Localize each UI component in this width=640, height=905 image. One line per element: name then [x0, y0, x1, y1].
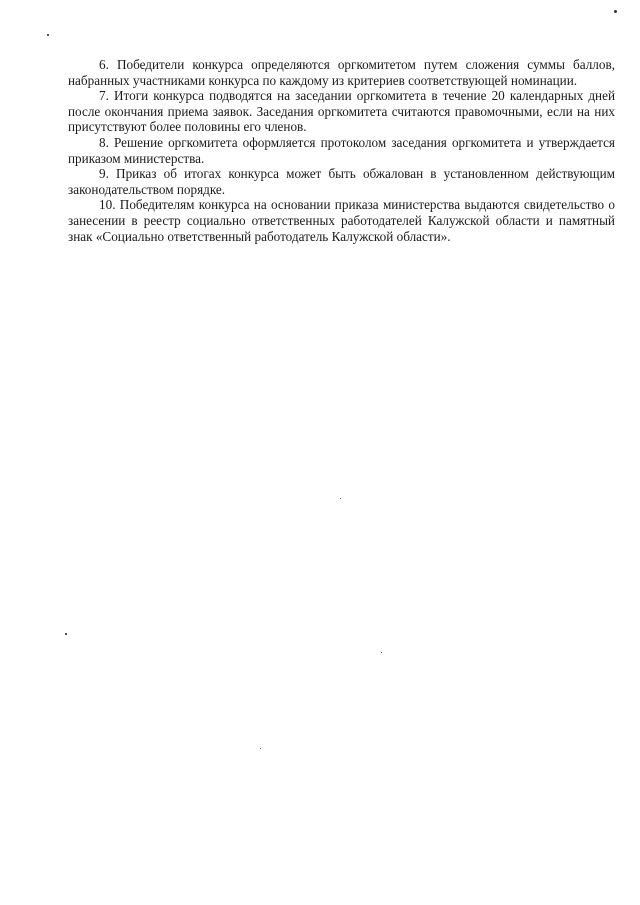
paragraph-6: 6. Победители конкурса определяются оргкомитетом путем сложения суммы баллов, набранных участниками конкурса по каждому из критериев соответствующей номинации.	[68, 57, 615, 88]
paragraph-9: 9. Приказ об итогах конкурса может быть обжалован в установленном действующим законодательством порядке.	[68, 166, 615, 197]
scan-speck	[614, 10, 617, 13]
scan-speck	[381, 652, 382, 653]
paragraph-7: 7. Итоги конкурса подводятся на заседании оргкомитета в течение 20 календарных дней после окончания приема заявок. Заседания оргкомитета считаются правомочными, если на них присутствуют более половины его членов.	[68, 88, 615, 135]
paragraph-10: 10. Победителям конкурса на основании приказа министерства выдаются свидетельство о занесении в реестр социально ответственных работодателей Калужской области и памятный знак «Социально ответственный работодатель Калужской области».	[68, 197, 615, 244]
scan-speck	[260, 748, 261, 749]
scan-speck	[340, 498, 341, 499]
paragraph-8: 8. Решение оргкомитета оформляется протоколом заседания оргкомитета и утверждается приказом министерства.	[68, 134, 615, 166]
document-body	[68, 57, 615, 244]
scan-speck	[65, 633, 67, 635]
scan-speck	[47, 34, 49, 36]
